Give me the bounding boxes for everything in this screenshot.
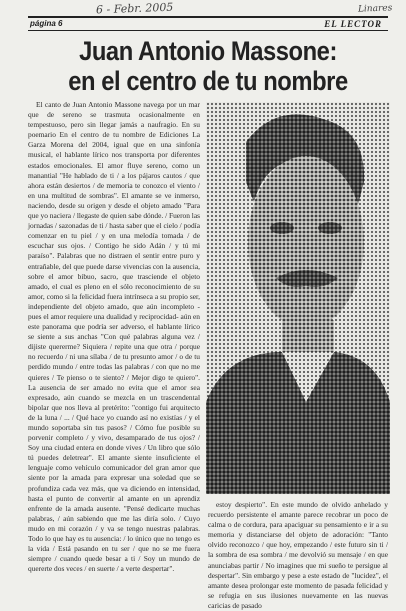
title-line-2: en el centro de tu nombre: [68, 66, 348, 96]
article-body-right: estoy despierto". En este mundo de olvido anhelado y recuerdo persistente el amante parece recobrar un poco de calma o de cordura, para apaciguar su pensamiento e ir a su memoria y distanciarse del objeto de adoración: "Tanto olvido reconozco / que hoy, empezando / este futuro sin ti / la sombra de esa sombra / me devolvió su mensaje / en que anunciabas partir / No imagines que mi sueño te persigue al despertar". Sin embargo y pese a este estado de "lucidez", el amante desea prolongar este momento de pasada felicidad y se refugia en sus ilusiones nuevamente en las nuevas caricias de pasado: [208, 500, 388, 610]
handwritten-date: 6 - Febr. 2005: [95, 0, 174, 17]
author-portrait-image: [206, 102, 390, 494]
article-column-left: [28, 100, 200, 592]
article-body-left: El canto de Juan Antonio Massone navega por un mar que de sereno se trasmuta ocasionalmente en tempestuoso, pero sin llegar jamás a naufragio. En su poemario En el centro de tu nombre de Ediciones La Garza Morena del 2004, igual que en una sinfonía musical, el hablante lírico nos transporta por diferentes estados emocionales. El amor fluye sereno, como un manantial "He hablado de ti / a los pájaros cautos / que ahora están desiertos / de memoria te conozco el viento / en una multitud de sombras". El amante se ve inmerso, naciendo, desde su origen y desde el objeto amado "Para que yo naciera / llegaste de quien sabe dónde. / Fueron las jornadas / sazonadas de ti / hasta saber que el cielo / podía comenzar en tu piel / y en una melodía tomada / de escuchar sus ojos. / Contigo he sido Adán / y tú mi paraíso". Palabras que no distraen el sentir entre puro y entrañable, del que puede darse vivencias con la ausencia, sobre el amor bibuo, sacro, que trasciende el objeto amado, el cual es pleno en el sólo reconocimiento de su amor, como si la felicidad fuera intrínseca a su propio ser, independiente del objeto amado, que aún incompleto -pues el amor requiere una dualidad y reciprocidad- aún en este panorama que podría ser adverso, el hablante lírico se siente a sus anchas "Con qué palabras alguna vez / dijiste quererme? Siquiera / repite una que otra / porque no recuerdo / ni una sílaba / de tu presunto amor / o de tu perdido mundo / entre todas las palabras / con que no me quieres / Te pienso o te siento? / Mejor digo te quiero". La ausencia de ser amado no evita que el amor sea expresado, aún cuando se mezcla en un trascendental bipolar que nos lleva al pretérito: "contigo fui arquitecto de la luna / ... / Qué hace yo cuando así no existías / y el mundo soportaba sin tus pasos? / Cómo fue posible su porvenir completo / y vivo, desamparado de tus ojos? / Soy una ciudad entera en donde vives / Un libro que sólo tú puedes deletrear". El amante siente insuficiente el lenguaje como vehículo comunicador del gran amor que siente por la amada para expresar una soledad que se profundiza cada vez más, que va diciendo en intensidad, hasta el punto de convertir al amante en un aprendiz enfrente de la amada ausente. "Pensé dedicarte muchas palabras, / aún sabiendo que me las diría solo. / Cuyo mudo en mi corazón / y va se tengo nuestras palabras. Todo lo que hay es tu ausencia: / lo único que no tengo es la vida / Está pasando en tu ser / que no se me fuera siempre / cuando quede besar a ti / Soy un mundo de quererte dos veces / en suerte / a verte despertar".: [28, 100, 200, 574]
page-number: página 6: [30, 19, 63, 28]
article-column-right: [208, 500, 388, 610]
page-header: [28, 16, 388, 31]
article-title: [50, 36, 367, 96]
handwritten-corner-mark: Linares: [357, 3, 393, 15]
author-photo: [206, 102, 390, 494]
title-line-1: Juan Antonio Massone:: [79, 36, 337, 66]
publication-name: EL LECTOR: [324, 19, 382, 29]
